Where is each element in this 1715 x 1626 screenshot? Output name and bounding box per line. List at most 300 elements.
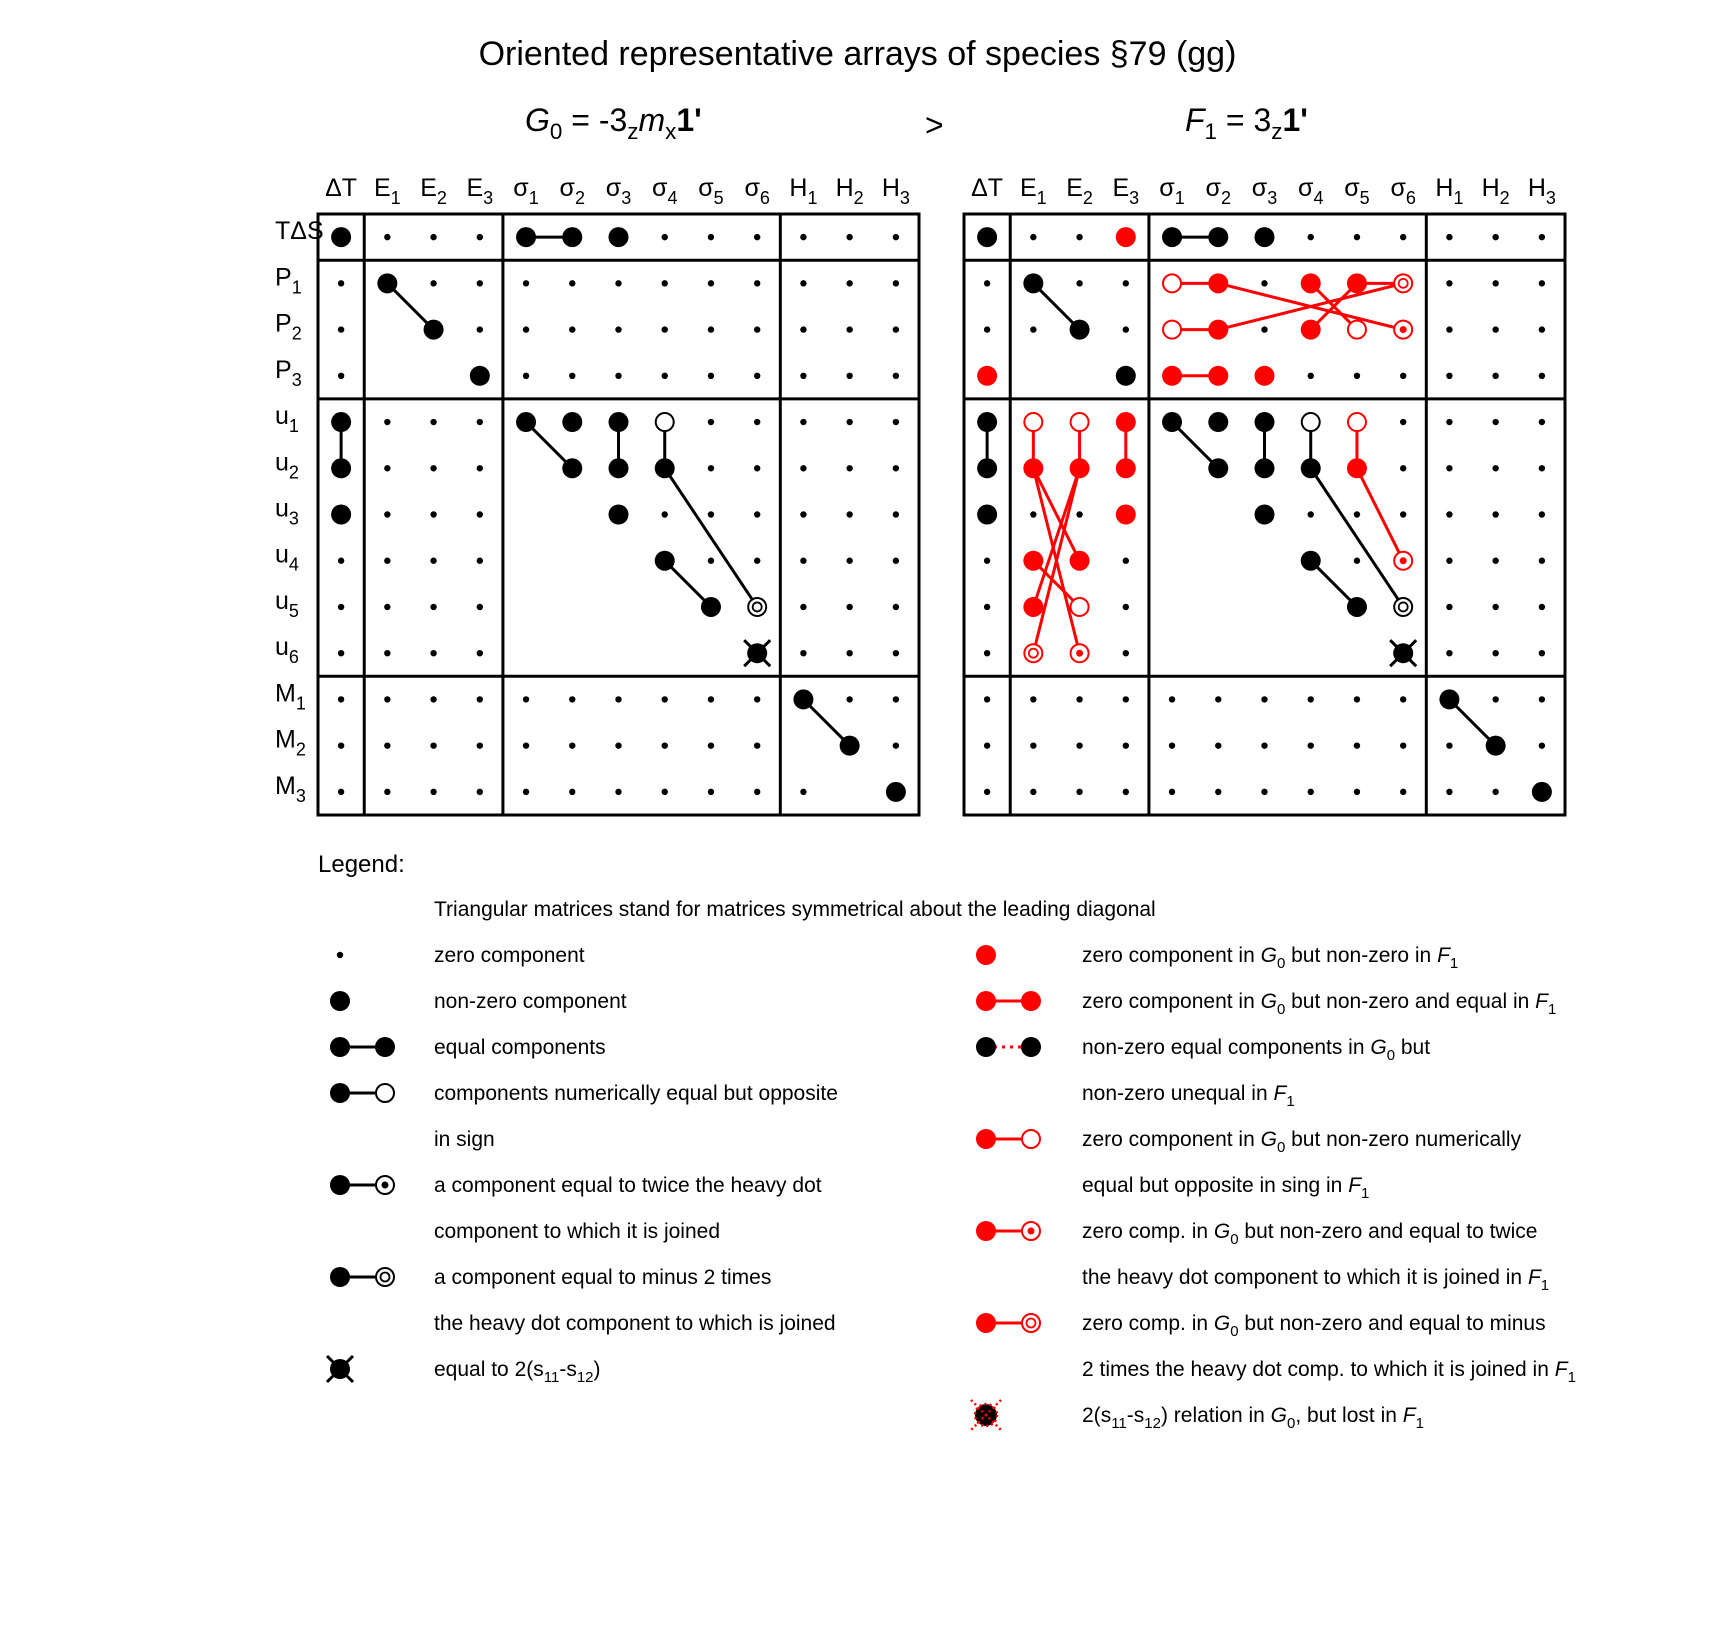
col-header-g0-sub: 5 bbox=[713, 188, 724, 208]
matrix-f1-mark bbox=[1070, 458, 1090, 478]
matrix-g0-mark bbox=[701, 597, 721, 617]
matrix-g0-zero-dot bbox=[477, 465, 483, 471]
col-header-f1-sub: 2 bbox=[1220, 188, 1231, 208]
matrix-f1-zero-dot bbox=[1076, 789, 1082, 795]
row-header bbox=[275, 310, 302, 344]
matrix-g0-zero-dot bbox=[615, 373, 621, 379]
matrix-g0-zero-dot bbox=[430, 789, 436, 795]
matrix-g0-zero-dot bbox=[477, 558, 483, 564]
row-header-sub: 1 bbox=[288, 416, 299, 437]
matrix-g0-zero-dot bbox=[754, 696, 760, 702]
matrix-g0-zero-dot bbox=[708, 465, 714, 471]
row-header bbox=[275, 356, 302, 390]
matrix-f1-zero-dot bbox=[1446, 234, 1452, 240]
legend-symbol-start bbox=[330, 1083, 350, 1103]
matrix-f1-zero-dot bbox=[1446, 373, 1452, 379]
legend-symbol-start bbox=[330, 1175, 350, 1195]
matrix-g0-zero-dot bbox=[523, 742, 529, 748]
matrix-g0-zero-dot bbox=[662, 511, 668, 517]
legend-text-right bbox=[1082, 944, 1458, 972]
col-header-f1-main: σ bbox=[1205, 174, 1221, 202]
col-header-g0 bbox=[513, 174, 538, 208]
matrix-g0-zero-dot bbox=[477, 419, 483, 425]
matrix-f1-zero-dot bbox=[1123, 650, 1129, 656]
matrix-g0-zero-dot bbox=[569, 326, 575, 332]
matrix-f1-mark bbox=[1023, 551, 1043, 571]
matrix-f1-zero-dot bbox=[1492, 419, 1498, 425]
legend-text-right-symbol: F bbox=[1527, 1266, 1541, 1289]
row-header bbox=[275, 772, 306, 806]
matrix-g0-zero-dot bbox=[430, 558, 436, 564]
legend-text-left bbox=[434, 944, 585, 967]
matrix-f1-zero-dot bbox=[1354, 234, 1360, 240]
matrix-f1-zero-dot bbox=[1354, 373, 1360, 379]
row-header-main: u bbox=[275, 586, 289, 615]
matrix-g0-zero-dot bbox=[338, 558, 344, 564]
col-header-g0 bbox=[466, 174, 493, 208]
col-header-f1-main: H bbox=[1435, 174, 1454, 202]
legend-text-left-text: components numerically equal but opposite bbox=[434, 1082, 838, 1105]
legend-symbol-end-center bbox=[1028, 1228, 1035, 1235]
matrix-g0-zero-dot bbox=[384, 558, 390, 564]
matrix-f1-zero-dot bbox=[1492, 373, 1498, 379]
row-header-sub: 6 bbox=[288, 647, 299, 668]
matrix-g0-zero-dot bbox=[800, 373, 806, 379]
col-header-g0-sub: 1 bbox=[807, 188, 818, 208]
matrix-f1-mark bbox=[1116, 227, 1136, 247]
matrix-g0-zero-dot bbox=[846, 419, 852, 425]
matrix-g0-zero-dot bbox=[338, 373, 344, 379]
row-header bbox=[275, 402, 299, 436]
matrix-f1-zero-dot bbox=[1076, 234, 1082, 240]
col-header-g0-sub: 3 bbox=[483, 188, 494, 208]
matrix-f1-zero-dot bbox=[1539, 604, 1545, 610]
legend-symbol bbox=[330, 991, 350, 1011]
legend-text-left-s-sub: 11 bbox=[543, 1369, 560, 1386]
matrix-g0-mark bbox=[331, 458, 351, 478]
matrix-g0-mark bbox=[609, 505, 629, 525]
matrix-g0-zero-dot bbox=[846, 696, 852, 702]
matrix-f1-mark bbox=[1255, 505, 1275, 525]
legend-text-right-symbol-sub: 0 bbox=[1287, 1415, 1296, 1432]
legend-text-right-text: but non-zero and equal to twice bbox=[1238, 1220, 1538, 1243]
matrix-g0-zero-dot bbox=[893, 742, 899, 748]
matrix-f1-zero-dot bbox=[1354, 558, 1360, 564]
matrix-f1-zero-dot bbox=[1446, 558, 1452, 564]
col-header-g0-main: σ bbox=[559, 174, 575, 202]
parent-group-m: m bbox=[638, 102, 666, 138]
legend-text-right bbox=[1082, 990, 1556, 1018]
col-header-g0-main: ΔT bbox=[325, 174, 358, 202]
legend-text-right-symbol-sub: 1 bbox=[1449, 955, 1459, 972]
matrix-g0-zero-dot bbox=[338, 742, 344, 748]
legend-text-left bbox=[434, 1082, 838, 1105]
matrix-f1-link bbox=[1311, 468, 1403, 607]
row-header bbox=[275, 448, 299, 482]
matrix-f1-mark bbox=[1162, 227, 1182, 247]
col-header-f1-main: σ bbox=[1251, 174, 1268, 202]
row-header-sub: 3 bbox=[295, 785, 306, 806]
matrix-g0-zero-dot bbox=[893, 696, 899, 702]
matrix-f1-mark bbox=[977, 412, 997, 432]
matrix-f1-zero-dot bbox=[1030, 742, 1036, 748]
matrix-f1-mark bbox=[1208, 458, 1228, 478]
legend-text-left-text: component to which it is joined bbox=[434, 1220, 720, 1243]
legend-text-right-symbol: G bbox=[1260, 1128, 1277, 1151]
matrix-g0-zero-dot bbox=[800, 511, 806, 517]
matrix-f1-zero-dot bbox=[1539, 742, 1545, 748]
matrix-f1-mark bbox=[1347, 458, 1367, 478]
matrix-f1-zero-dot bbox=[1446, 465, 1452, 471]
matrix-f1-mark bbox=[1532, 782, 1552, 802]
matrix-g0-zero-dot bbox=[477, 511, 483, 517]
row-header-sub: 4 bbox=[288, 554, 299, 575]
matrix-g0-zero-dot bbox=[846, 650, 852, 656]
legend-text-right-text: but non-zero and equal in bbox=[1285, 990, 1536, 1013]
matrix-g0 bbox=[318, 214, 919, 815]
matrix-g0-zero-dot bbox=[846, 234, 852, 240]
legend-text-right-text: zero comp. in bbox=[1082, 1220, 1214, 1243]
matrix-g0-mark bbox=[609, 412, 629, 432]
matrix-f1-zero-dot bbox=[984, 650, 990, 656]
matrix-g0-zero-dot bbox=[754, 326, 760, 332]
matrix-g0-zero-dot bbox=[846, 280, 852, 286]
matrix-f1-zero-dot bbox=[1123, 326, 1129, 332]
matrix-g0-zero-dot bbox=[430, 465, 436, 471]
matrix-g0-mark bbox=[562, 458, 582, 478]
legend-text-left bbox=[434, 990, 627, 1013]
legend-text-right-symbol-sub: 0 bbox=[1230, 1231, 1239, 1248]
row-header bbox=[275, 726, 306, 760]
matrix-f1-zero-dot bbox=[1446, 742, 1452, 748]
matrix-f1-zero-dot bbox=[1492, 696, 1498, 702]
matrix-f1-zero-dot bbox=[1308, 511, 1314, 517]
matrix-g0-mark bbox=[609, 458, 629, 478]
matrix-g0-zero-dot bbox=[523, 696, 529, 702]
legend-text-right-symbol-sub: 0 bbox=[1276, 1139, 1286, 1156]
col-header-f1-main: σ bbox=[1159, 174, 1175, 202]
legend-text-left-text: ) bbox=[593, 1358, 601, 1381]
col-header-f1-main: E bbox=[1066, 174, 1083, 202]
matrix-g0-mark bbox=[516, 227, 536, 247]
matrix-f1 bbox=[964, 214, 1565, 815]
col-header-g0 bbox=[789, 174, 817, 208]
col-header-g0-main: E bbox=[420, 174, 437, 202]
row-header-main: u bbox=[275, 448, 289, 477]
matrix-f1-zero-dot bbox=[1539, 558, 1545, 564]
matrix-f1-zero-dot bbox=[1030, 696, 1036, 702]
matrix-f1-mark bbox=[1486, 736, 1506, 756]
matrix-g0-zero-dot bbox=[430, 742, 436, 748]
matrix-g0-zero-dot bbox=[846, 604, 852, 610]
legend-entry-left bbox=[337, 944, 585, 967]
parent-group-z: z bbox=[627, 118, 639, 144]
matrix-f1-zero-dot bbox=[1492, 465, 1498, 471]
child-group-tail: 1' bbox=[1282, 102, 1308, 138]
row-header bbox=[275, 217, 324, 245]
col-header-g0-main: σ bbox=[652, 174, 668, 202]
col-header-g0-sub: 4 bbox=[667, 188, 678, 208]
legend-text-right-symbol-sub: 1 bbox=[1567, 1369, 1576, 1386]
legend-text-right-symbol-sub: 1 bbox=[1415, 1415, 1424, 1432]
legend-text-right-s-sub: 11 bbox=[1111, 1415, 1127, 1432]
matrix-g0-zero-dot bbox=[430, 511, 436, 517]
col-header-g0 bbox=[836, 174, 864, 208]
col-header-f1-main: σ bbox=[1344, 174, 1360, 202]
matrix-f1-mark bbox=[977, 505, 997, 525]
matrix-g0-mark bbox=[331, 412, 351, 432]
col-header-g0 bbox=[606, 174, 631, 208]
row-header-main: u bbox=[275, 633, 289, 662]
col-header-f1-sub: 1 bbox=[1036, 188, 1047, 208]
matrix-g0-mark bbox=[655, 551, 675, 571]
matrix-g0-zero-dot bbox=[754, 742, 760, 748]
matrix-f1-zero-dot bbox=[1308, 696, 1314, 702]
matrix-f1-zero-dot bbox=[1169, 742, 1175, 748]
matrix-f1-zero-dot bbox=[1308, 234, 1314, 240]
matrix-g0-zero-dot bbox=[893, 280, 899, 286]
matrix-g0-zero-dot bbox=[477, 326, 483, 332]
col-header-g0-sub: 1 bbox=[390, 188, 401, 208]
parent-group-prefix: = -3 bbox=[562, 102, 628, 138]
col-header-g0 bbox=[882, 174, 910, 208]
legend-text-right-text: the heavy dot component to which it is joined in bbox=[1082, 1266, 1528, 1289]
matrix-f1-mark bbox=[1163, 274, 1181, 292]
legend-entry-left bbox=[327, 1356, 601, 1386]
legend-entry-right bbox=[976, 1312, 1576, 1386]
matrix-f1-mark bbox=[1255, 366, 1275, 386]
row-header-main: P bbox=[275, 355, 292, 384]
col-header-f1-sub: 2 bbox=[1499, 188, 1510, 208]
matrix-f1-mark bbox=[1208, 273, 1228, 293]
matrix-f1-zero-dot bbox=[1169, 696, 1175, 702]
matrix-f1-zero-dot bbox=[1030, 789, 1036, 795]
legend-symbol-end-inner bbox=[1027, 1319, 1036, 1328]
matrix-f1-zero-dot bbox=[1400, 742, 1406, 748]
matrix-f1-zero-dot bbox=[1123, 696, 1129, 702]
legend-entry-right bbox=[976, 1128, 1522, 1202]
subgroup-arrow: > bbox=[925, 107, 944, 143]
child-group-z: z bbox=[1271, 118, 1283, 144]
matrix-g0-zero-dot bbox=[430, 604, 436, 610]
matrix-g0-zero-dot bbox=[708, 696, 714, 702]
matrix-g0-mark bbox=[562, 412, 582, 432]
col-header-g0-main: σ bbox=[513, 174, 529, 202]
matrix-g0-zero-dot bbox=[754, 511, 760, 517]
matrix-g0-zero-dot bbox=[893, 373, 899, 379]
matrix-f1-zero-dot bbox=[1539, 280, 1545, 286]
matrix-f1-zero-dot bbox=[1261, 280, 1267, 286]
col-header-g0-main: σ bbox=[605, 174, 622, 202]
matrix-g0-zero-dot bbox=[754, 789, 760, 795]
col-header-f1-main: H bbox=[1481, 174, 1500, 202]
legend-text-right-text: - bbox=[1126, 1404, 1134, 1427]
matrix-f1-mark bbox=[1116, 505, 1136, 525]
matrix-g0-zero-dot bbox=[384, 696, 390, 702]
matrix-g0-zero-dot bbox=[846, 511, 852, 517]
matrix-f1-zero-dot bbox=[1539, 326, 1545, 332]
legend-text-right-s: s bbox=[1100, 1404, 1112, 1427]
matrix-f1-mark bbox=[1439, 689, 1459, 709]
legend-symbol-start bbox=[330, 1037, 350, 1057]
legend-symbol-start bbox=[976, 991, 996, 1011]
legend-symbol-start bbox=[330, 1267, 350, 1287]
legend-text-right-symbol-sub: 0 bbox=[1386, 1047, 1396, 1064]
row-header-sub: 5 bbox=[288, 600, 299, 621]
col-header-f1 bbox=[1435, 174, 1463, 208]
matrix-f1-zero-dot bbox=[1308, 789, 1314, 795]
legend-symbol-end bbox=[376, 1084, 394, 1102]
matrix-f1-zero-dot bbox=[1076, 696, 1082, 702]
matrix-g0-zero-dot bbox=[384, 511, 390, 517]
col-header-f1-main: ΔT bbox=[971, 174, 1004, 202]
matrix-f1-mark bbox=[1071, 598, 1089, 616]
col-header-g0-main: E bbox=[373, 174, 391, 202]
legend-text-right-text: equal but opposite in sing in bbox=[1082, 1174, 1349, 1197]
matrix-f1-link bbox=[1033, 468, 1079, 560]
legend-text-right-symbol: F bbox=[1554, 1358, 1568, 1381]
matrix-g0-zero-dot bbox=[846, 558, 852, 564]
matrix-g0-zero-dot bbox=[569, 280, 575, 286]
matrix-f1-zero-dot bbox=[1539, 234, 1545, 240]
matrix-f1-zero-dot bbox=[1446, 511, 1452, 517]
matrix-g0-zero-dot bbox=[615, 696, 621, 702]
child-group-letter: F bbox=[1185, 102, 1205, 138]
matrix-g0-zero-dot bbox=[384, 465, 390, 471]
matrix-g0-zero-dot bbox=[338, 650, 344, 656]
matrix-f1-zero-dot bbox=[1261, 326, 1267, 332]
col-header-f1-main: σ bbox=[1390, 174, 1406, 202]
matrix-f1-mark-center bbox=[1400, 557, 1407, 564]
matrix-g0-zero-dot bbox=[523, 789, 529, 795]
matrix-f1-mark-center bbox=[1400, 326, 1407, 333]
legend-text-right-text: , but lost in bbox=[1295, 1404, 1403, 1427]
matrix-g0-mark bbox=[331, 505, 351, 525]
legend-text-right-symbol: G bbox=[1270, 1404, 1288, 1427]
legend-text-right-s: s bbox=[1133, 1404, 1145, 1427]
matrix-f1-zero-dot bbox=[1123, 742, 1129, 748]
matrix-g0-zero-dot bbox=[893, 234, 899, 240]
legend-text-right bbox=[1082, 1174, 1369, 1202]
matrix-g0-zero-dot bbox=[338, 789, 344, 795]
col-header-g0 bbox=[744, 174, 769, 208]
matrix-g0-mark bbox=[562, 227, 582, 247]
col-header-f1 bbox=[1112, 174, 1139, 208]
matrix-g0-zero-dot bbox=[430, 234, 436, 240]
matrix-f1-mark-center bbox=[1076, 650, 1083, 657]
matrix-g0-mark bbox=[656, 413, 674, 431]
col-header-g0-sub: 2 bbox=[436, 188, 447, 208]
matrix-g0-zero-dot bbox=[477, 604, 483, 610]
col-header-f1 bbox=[1528, 174, 1556, 208]
parent-group-index: 0 bbox=[549, 118, 563, 144]
legend-text-left-s: s bbox=[533, 1358, 544, 1381]
matrix-f1-zero-dot bbox=[984, 742, 990, 748]
matrix-g0-zero-dot bbox=[477, 742, 483, 748]
matrix-g0-zero-dot bbox=[477, 234, 483, 240]
matrix-g0-zero-dot bbox=[384, 742, 390, 748]
col-header-g0-sub: 3 bbox=[899, 188, 910, 208]
legend-text-left bbox=[434, 1174, 822, 1197]
legend-text-left-s: s bbox=[566, 1358, 577, 1381]
col-header-f1-sub: 4 bbox=[1313, 188, 1324, 208]
legend-text-right-symbol-sub: 1 bbox=[1540, 1277, 1550, 1294]
matrix-g0-zero-dot bbox=[338, 696, 344, 702]
matrix-f1-zero-dot bbox=[1492, 511, 1498, 517]
matrix-g0-mark bbox=[793, 689, 813, 709]
matrix-f1-zero-dot bbox=[1539, 373, 1545, 379]
matrix-f1-mark bbox=[1116, 366, 1136, 386]
legend-note: Triangular matrices stand for matrices symmetrical about the leading diagonal bbox=[434, 898, 1156, 921]
matrix-f1-zero-dot bbox=[1354, 696, 1360, 702]
matrix-g0-zero-dot bbox=[893, 326, 899, 332]
matrix-f1-mark bbox=[1162, 412, 1182, 432]
legend-text-right-symbol: F bbox=[1348, 1174, 1362, 1197]
legend-text-right-symbol: F bbox=[1402, 1404, 1416, 1427]
matrix-g0-zero-dot bbox=[477, 650, 483, 656]
legend-text-right-symbol: F bbox=[1273, 1082, 1287, 1105]
matrix-f1-zero-dot bbox=[1308, 373, 1314, 379]
matrix-f1-mark bbox=[1023, 273, 1043, 293]
matrix-g0-zero-dot bbox=[569, 789, 575, 795]
legend-text-right-text: but non-zero in bbox=[1285, 944, 1438, 967]
matrix-g0-zero-dot bbox=[800, 419, 806, 425]
legend-text-right-symbol-sub: 1 bbox=[1361, 1185, 1370, 1202]
matrix-f1-zero-dot bbox=[1446, 650, 1452, 656]
legend-text-right-symbol-sub: 0 bbox=[1276, 1001, 1286, 1018]
matrix-g0-mark bbox=[470, 366, 490, 386]
col-header-g0 bbox=[698, 174, 723, 208]
matrix-g0-zero-dot bbox=[708, 373, 714, 379]
matrix-g0-zero-dot bbox=[662, 326, 668, 332]
matrix-g0-zero-dot bbox=[893, 650, 899, 656]
matrix-g0-zero-dot bbox=[708, 280, 714, 286]
matrix-f1-mark bbox=[1071, 413, 1089, 431]
col-header-g0 bbox=[325, 174, 357, 202]
col-header-f1-sub: 1 bbox=[1174, 188, 1185, 208]
legend-text-right-symbol: G bbox=[1370, 1036, 1387, 1059]
matrix-g0-zero-dot bbox=[846, 326, 852, 332]
legend-symbol-end bbox=[375, 1037, 395, 1057]
matrix-f1-zero-dot bbox=[1076, 511, 1082, 517]
matrix-g0-zero-dot bbox=[754, 373, 760, 379]
matrix-g0-zero-dot bbox=[662, 742, 668, 748]
row-header-sub: 3 bbox=[288, 508, 299, 529]
legend-text-left-text: non-zero component bbox=[434, 990, 627, 1013]
row-header bbox=[275, 679, 306, 713]
matrix-f1-zero-dot bbox=[1400, 696, 1406, 702]
matrix-f1-zero-dot bbox=[1354, 789, 1360, 795]
matrix-f1-link bbox=[1033, 468, 1079, 607]
matrix-g0-zero-dot bbox=[430, 419, 436, 425]
matrix-g0-zero-dot bbox=[708, 326, 714, 332]
col-header-f1-main: E bbox=[1112, 174, 1130, 202]
row-header-main: u bbox=[275, 494, 289, 523]
legend-entry-right bbox=[976, 990, 1556, 1018]
matrix-f1-mark bbox=[1208, 227, 1228, 247]
matrix-g0-zero-dot bbox=[893, 465, 899, 471]
matrix-g0-zero-dot bbox=[384, 234, 390, 240]
legend-symbol bbox=[976, 945, 996, 965]
matrix-g0-zero-dot bbox=[662, 280, 668, 286]
legend-symbol-end-center bbox=[382, 1182, 389, 1189]
legend-symbol-end bbox=[1022, 1130, 1040, 1148]
legend-entry-right bbox=[971, 1400, 1424, 1432]
legend-symbol-start bbox=[976, 1129, 996, 1149]
matrix-f1-mark bbox=[1348, 321, 1366, 339]
matrix-g0-zero-dot bbox=[708, 511, 714, 517]
legend-text-left-text: in sign bbox=[434, 1128, 495, 1151]
